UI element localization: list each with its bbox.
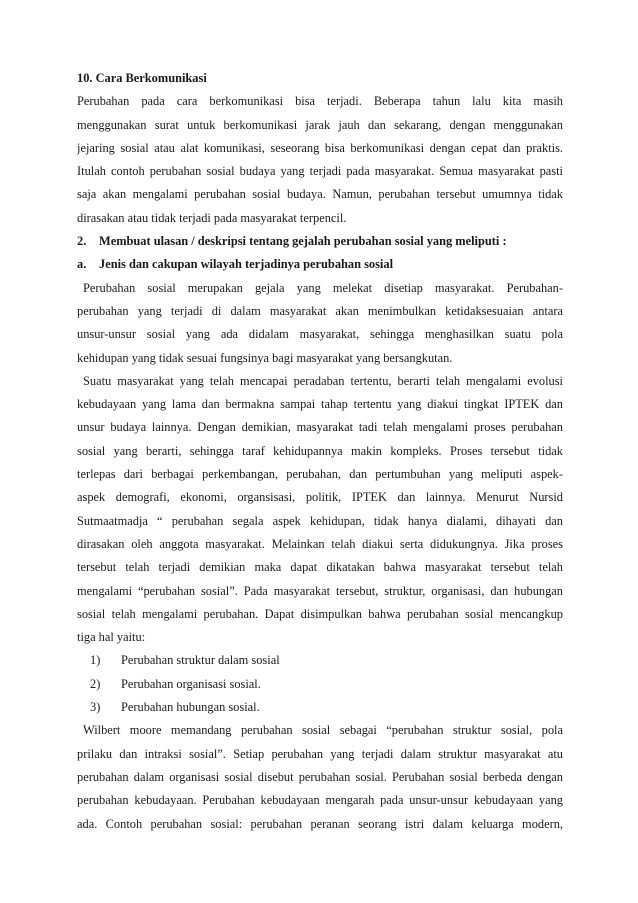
heading-2: [77, 230, 563, 253]
paragraph-line: sosial telah mengalami perubahan. Dapat disimpulkan bahwa perubahan sosial mencangkup: [77, 606, 563, 621]
paragraph-line: ada. Contoh perubahan sosial: perubahan peranan seorang istri dalam keluarga modern,: [77, 816, 563, 831]
paragraph-line: Suatu masyarakat yang telah mencapai peradaban tertentu, berarti telah mengalami evolusi: [83, 373, 563, 388]
paragraph-line: kebudayaan yang lama dan bermakna sampai tahap tertentu yang diakui tingkat IPTEK dan: [77, 397, 563, 412]
list-item: [77, 696, 563, 719]
paragraph-line: dirasakan atau tidak terjadi pada masyarakat terpencil.: [77, 210, 347, 225]
section-heading: 10. Cara Berkomunikasi: [77, 71, 207, 85]
paragraph-line: aspek demografi, ekonomi, organsisasi, politik, IPTEK dan lainnya. Menurut Nursid: [77, 490, 563, 505]
heading-a-number: a.: [77, 257, 87, 272]
paragraph-line: unsur-unsur sosial yang ada didalam masyarakat, sehingga menghasilkan suatu pola: [77, 327, 563, 342]
list-number: 1): [90, 653, 101, 668]
heading-2-number: 2.: [77, 234, 87, 249]
document-page: [77, 67, 563, 836]
paragraph-line: Perubahan pada cara berkomunikasi bisa terjadi. Beberapa tahun lalu kita masih: [77, 94, 563, 109]
paragraph-line: Wilbert moore memandang perubahan sosial sebagai “perubahan struktur sosial, pola: [83, 723, 563, 738]
paragraph-line: perubahan yang terjadi di dalam masyarakat akan menimbulkan ketidaksesuaian antara: [77, 303, 563, 318]
paragraph-line: terlepas dari berbagai perkembangan, perubahan, dan pertumbuhan yang meliputi aspek-: [77, 467, 563, 482]
paragraph-line: mengalami “perubahan sosial”. Pada masyarakat tersebut, struktur, organisasi, dan hubungan: [77, 583, 563, 598]
paragraph-line: dirasakan oleh anggota masyarakat. Melainkan telah diakui serta didukungnya. Jika proses: [77, 536, 563, 551]
heading-2-text: Membuat ulasan / deskripsi tentang gejalah perubahan sosial yang meliputi :: [99, 234, 507, 249]
list-number: 2): [90, 676, 101, 691]
list-number: 3): [90, 700, 101, 715]
paragraph-line: saja akan mengalami perubahan sosial budaya. Namun, perubahan tersebut umumnya tidak: [77, 187, 563, 202]
paragraph-line: jejaring sosial atau alat komunikasi, seseorang bisa berkomunikasi dengan cepat dan praktis.: [77, 140, 563, 155]
heading-a-text: Jenis dan cakupan wilayah terjadinya perubahan sosial: [99, 257, 394, 272]
heading-a: [77, 253, 563, 276]
list-item: [77, 649, 563, 672]
paragraph-line: Perubahan sosial merupakan gejala yang melekat disetiap masyarakat. Perubahan-: [83, 280, 563, 295]
paragraph-line: sosial yang berarti, sehingga taraf kehidupannya makin kompleks. Proses tersebut tidak: [77, 443, 563, 458]
list-item: [77, 673, 563, 696]
paragraph-line: perubahan kebudayaan. Perubahan kebudayaan mengarah pada unsur-unsur kebudayaan yang: [77, 793, 563, 808]
paragraph-line: menggunakan surat untuk berkomunikasi jarak jauh dan sekarang, dengan menggunakan: [77, 117, 563, 132]
paragraph-line: tersebut telah terjadi demikian maka dapat dikatakan bahwa masyarakat tersebut telah: [77, 560, 563, 575]
list-text: Perubahan hubungan sosial.: [121, 700, 260, 715]
paragraph-line: tiga hal yaitu:: [77, 630, 146, 645]
paragraph-line: Sutmaatmadja “ perubahan segala aspek kehidupan, tidak hanya dialami, dihayati dan: [77, 513, 563, 528]
paragraph-line: kehidupan yang tidak sesuai fungsinya bagi masyarakat yang bersangkutan.: [77, 350, 453, 365]
paragraph-line: unsur budaya lainnya. Dengan demikian, masyarakat tadi telah mengalami proses perubahan: [77, 420, 563, 435]
paragraph-line: perubahan dalam organisasi sosial disebut perubahan sosial. Perubahan sosial berbeda dengan: [77, 769, 563, 784]
list-text: Perubahan struktur dalam sosial: [121, 653, 280, 668]
list-text: Perubahan organisasi sosial.: [121, 676, 261, 691]
paragraph-line: prilaku dan intraksi sosial”. Setiap perubahan yang terjadi dalam struktur masyarakat atu: [77, 746, 563, 761]
paragraph-line: Itulah contoh perubahan sosial budaya yang terjadi pada masyarakat. Semua masyarakat pasti: [77, 164, 563, 179]
